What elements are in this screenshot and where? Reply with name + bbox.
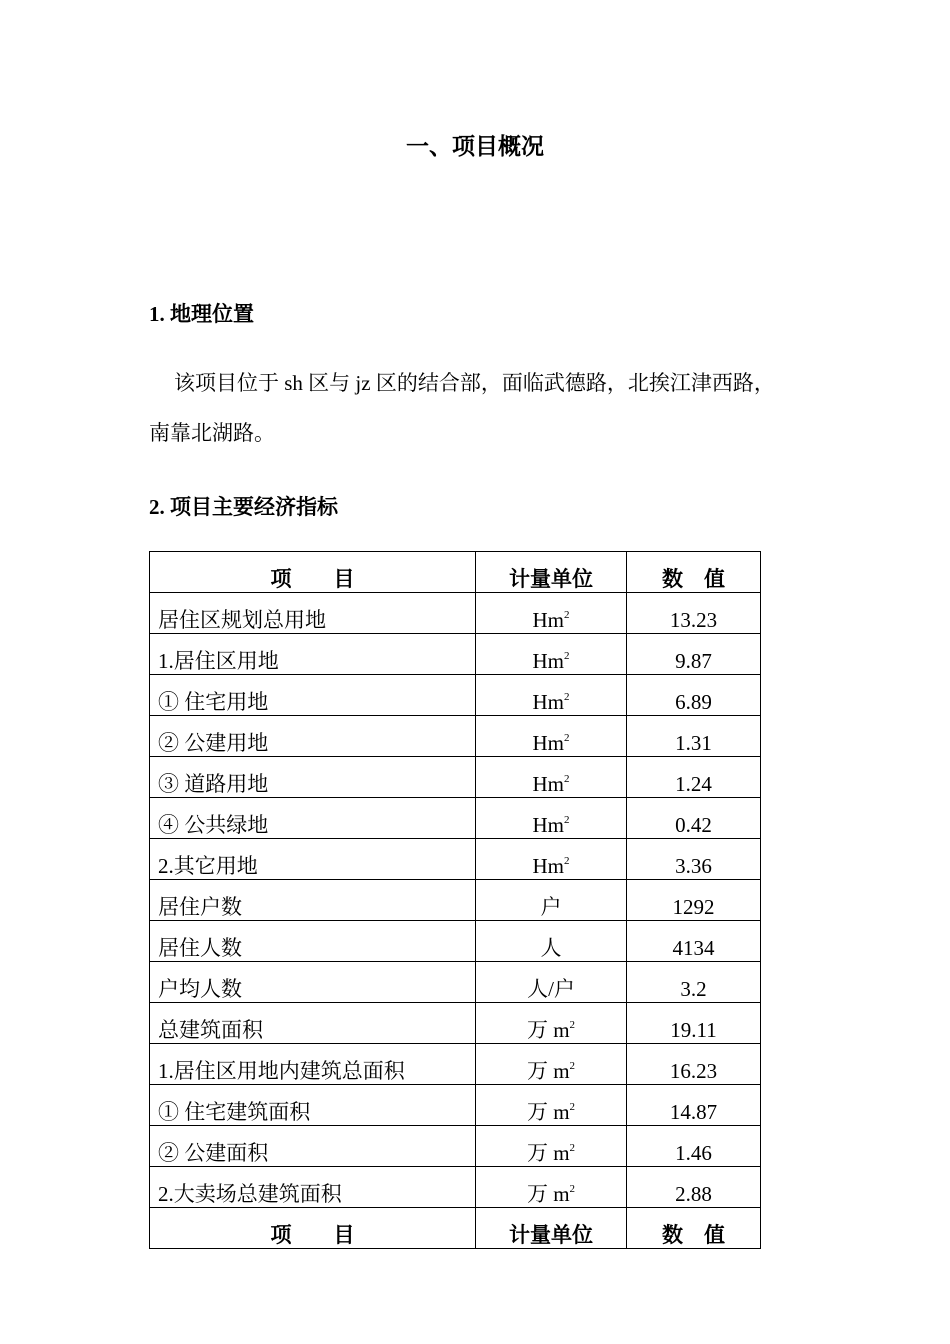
row-unit: [476, 1126, 627, 1167]
row-value: 2.88: [627, 1167, 761, 1208]
table-row: [150, 634, 761, 675]
table-row: [150, 921, 761, 962]
unit-superscript: 2: [569, 1060, 576, 1072]
header-item: 项 目: [150, 552, 476, 593]
row-item: ④ 公共绿地: [150, 798, 476, 839]
unit-text: Hm: [532, 772, 564, 796]
row-unit: [476, 716, 627, 757]
footer-unit: 计量单位: [476, 1208, 627, 1249]
unit-superscript: 2: [564, 773, 570, 785]
row-item: 户均人数: [150, 962, 476, 1003]
row-unit: [476, 634, 627, 675]
row-item: 1.居住区用地内建筑总面积: [150, 1044, 476, 1085]
table-row: [150, 1085, 761, 1126]
row-unit: [476, 962, 627, 1003]
unit-superscript: 2: [564, 650, 570, 662]
unit-text: 人: [540, 936, 562, 960]
footer-value: 数 值: [627, 1208, 761, 1249]
row-item: ① 住宅用地: [150, 675, 476, 716]
table-row: [150, 962, 761, 1003]
row-unit: [476, 798, 627, 839]
unit-text: 人/户: [527, 977, 575, 1001]
unit-superscript: 2: [569, 1101, 576, 1113]
unit-text: 户: [540, 895, 562, 919]
row-unit: [476, 1085, 627, 1126]
row-item: 居住人数: [150, 921, 476, 962]
row-value: 4134: [627, 921, 761, 962]
row-item: 总建筑面积: [150, 1003, 476, 1044]
row-value: 14.87: [627, 1085, 761, 1126]
row-item: ② 公建面积: [150, 1126, 476, 1167]
unit-text: Hm: [532, 731, 564, 755]
unit-text: Hm: [532, 649, 564, 673]
row-value: 1292: [627, 880, 761, 921]
row-unit: [476, 593, 627, 634]
row-item: 居住户数: [150, 880, 476, 921]
unit-text: 万 m: [526, 1100, 570, 1124]
row-value: 16.23: [627, 1044, 761, 1085]
unit-superscript: 2: [569, 1019, 576, 1031]
unit-superscript: 2: [564, 855, 570, 867]
table-row: [150, 1044, 761, 1085]
row-item: 2.其它用地: [150, 839, 476, 880]
row-value: 1.31: [627, 716, 761, 757]
unit-text: Hm: [532, 608, 564, 632]
row-unit: [476, 675, 627, 716]
unit-text: Hm: [532, 813, 564, 837]
section-heading-indicators: 2. 项目主要经济指标: [149, 495, 338, 519]
row-value: 19.11: [627, 1003, 761, 1044]
unit-text: 万 m: [526, 1141, 570, 1165]
table-row: [150, 839, 761, 880]
row-value: 13.23: [627, 593, 761, 634]
unit-superscript: 2: [564, 691, 570, 703]
row-unit: [476, 880, 627, 921]
table-row: [150, 880, 761, 921]
row-item: ③ 道路用地: [150, 757, 476, 798]
economic-indicators-table: [149, 551, 761, 1249]
unit-superscript: 2: [569, 1142, 576, 1154]
table-row: [150, 1003, 761, 1044]
row-unit: [476, 1044, 627, 1085]
table-row: [150, 1167, 761, 1208]
table-footer-row: [150, 1208, 761, 1249]
row-value: 1.24: [627, 757, 761, 798]
unit-superscript: 2: [569, 1183, 576, 1195]
row-value: 9.87: [627, 634, 761, 675]
section-heading-location: 1. 地理位置: [149, 302, 254, 326]
header-value: 数 值: [627, 552, 761, 593]
row-item: ② 公建用地: [150, 716, 476, 757]
unit-text: Hm: [532, 854, 564, 878]
row-value: 3.2: [627, 962, 761, 1003]
paragraph-line-2: 南靠北湖路。: [149, 421, 275, 445]
row-item: 居住区规划总用地: [150, 593, 476, 634]
row-item: 1.居住区用地: [150, 634, 476, 675]
row-item: ① 住宅建筑面积: [150, 1085, 476, 1126]
table-row: [150, 675, 761, 716]
unit-superscript: 2: [564, 814, 570, 826]
paragraph-line-1: 该项目位于 sh 区与 jz 区的结合部，面临武德路，北挨江津西路，: [174, 371, 775, 395]
page-title: 一、项目概况: [406, 134, 544, 159]
row-item: 2.大卖场总建筑面积: [150, 1167, 476, 1208]
table-row: [150, 798, 761, 839]
table-row: [150, 716, 761, 757]
row-unit: [476, 1003, 627, 1044]
table-header-row: [150, 552, 761, 593]
unit-text: 万 m: [526, 1018, 570, 1042]
row-unit: [476, 839, 627, 880]
location-paragraph: [149, 358, 854, 458]
row-unit: [476, 757, 627, 798]
table-row: [150, 1126, 761, 1167]
unit-superscript: 2: [564, 732, 570, 744]
unit-text: 万 m: [526, 1182, 570, 1206]
row-value: 1.46: [627, 1126, 761, 1167]
header-unit: 计量单位: [476, 552, 627, 593]
table-row: [150, 593, 761, 634]
footer-item: 项 目: [150, 1208, 476, 1249]
row-value: 6.89: [627, 675, 761, 716]
unit-text: 万 m: [526, 1059, 570, 1083]
unit-text: Hm: [532, 690, 564, 714]
row-unit: [476, 921, 627, 962]
row-value: 0.42: [627, 798, 761, 839]
row-unit: [476, 1167, 627, 1208]
table-row: [150, 757, 761, 798]
unit-superscript: 2: [564, 609, 570, 621]
row-value: 3.36: [627, 839, 761, 880]
